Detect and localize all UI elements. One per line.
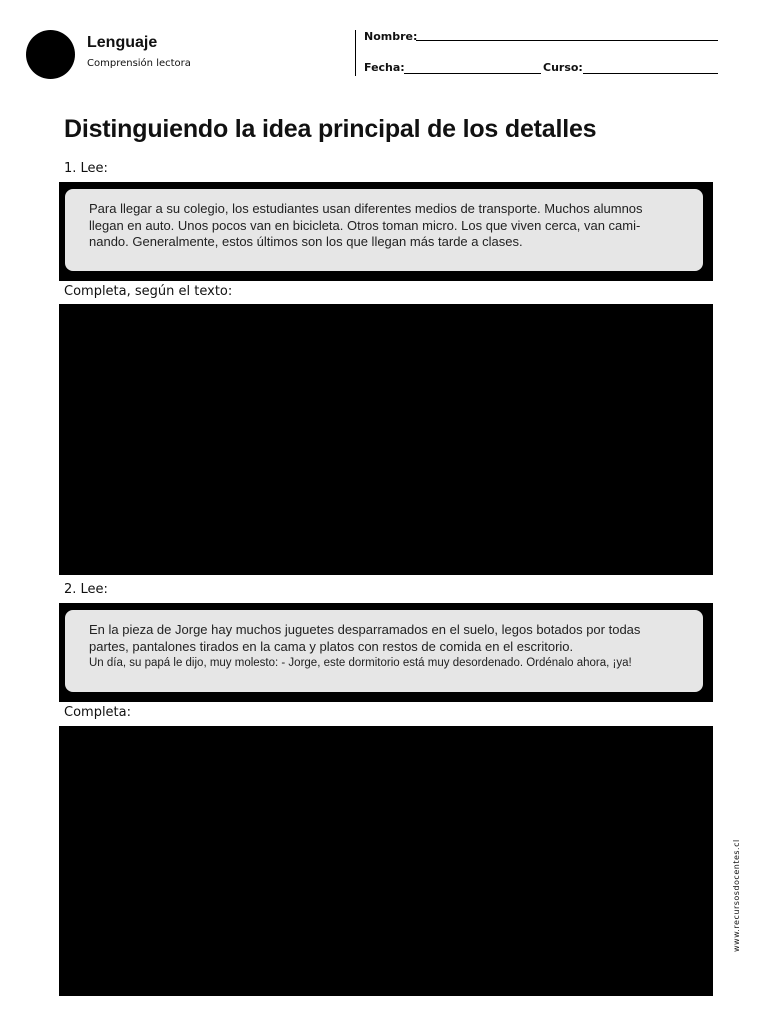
site-url: www.recursosdocentes.cl [732, 839, 741, 952]
header-divider [355, 30, 356, 76]
section2-label: 2. Lee: [64, 582, 108, 597]
name-label: Nombre: [364, 30, 418, 43]
section1-text: Para llegar a su colegio, los estudiantes usan diferentes medios de transporte. Muchos alumnos llegan en auto. Unos pocos van en bicicleta. Otros toman micro. Los que viven cerca, van cami-nando. Generalmente, estos últimos son los que llegan más tarde a clases. [89, 201, 643, 249]
section2-answer-area[interactable] [59, 726, 713, 996]
section2-text-small: Un día, su papá le dijo, muy molesto: - Jorge, este dormitorio está muy desordenado. Ordénalo ahora, ¡ya! [89, 657, 632, 669]
section2-text-box [65, 610, 703, 692]
section2-text: En la pieza de Jorge hay muchos juguetes desparramados en el suelo, legos botados por todas partes, pantalones tirados en la cama y platos con restos de comida en el escritorio. [89, 622, 641, 654]
subject-title: Lenguaje [87, 34, 158, 51]
logo-circle [26, 30, 75, 79]
page-title: Distinguiendo la idea principal de los detalles [64, 115, 597, 143]
section1-answer-area[interactable] [59, 304, 713, 575]
date-label: Fecha: [364, 61, 405, 74]
name-field[interactable] [416, 40, 718, 41]
course-label: Curso: [543, 61, 583, 74]
section1-label: 1. Lee: [64, 161, 108, 176]
date-field[interactable] [404, 73, 541, 74]
section2-prompt: Completa: [64, 705, 131, 720]
section1-text-box [65, 189, 703, 271]
course-field[interactable] [583, 73, 718, 74]
section1-prompt: Completa, según el texto: [64, 284, 233, 299]
subject-subtitle: Comprensión lectora [87, 58, 191, 69]
